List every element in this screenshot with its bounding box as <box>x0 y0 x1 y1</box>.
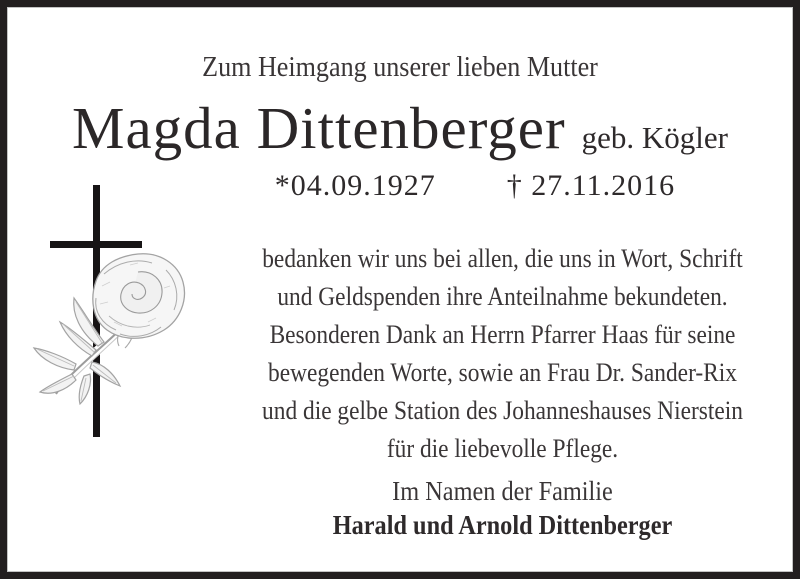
signature-block <box>241 474 764 542</box>
name-row <box>7 95 793 161</box>
rose-icon <box>26 252 196 412</box>
maiden-name: geb. Kögler <box>581 120 728 155</box>
condolence-text <box>241 240 764 468</box>
closing-line: Im Namen der Familie <box>392 476 613 506</box>
family-signature: Harald und Arnold Dittenberger <box>332 510 673 540</box>
body-line: bewegenden Worte, sowie an Frau Dr. Sander-Rix <box>267 358 737 387</box>
deceased-name: Magda Dittenberger <box>71 95 566 161</box>
body-line: für die liebevolle Pflege. <box>386 434 619 463</box>
body-line: bedanken wir uns bei allen, die uns in Wort, Schrift <box>262 244 743 273</box>
death-date: † 27.11.2016 <box>506 169 676 202</box>
dates-row <box>82 169 800 202</box>
body-line: und die gelbe Station des Johanneshauses Nierstein <box>262 396 743 425</box>
birth-date: *04.09.1927 <box>274 169 436 202</box>
cross-icon <box>50 241 142 248</box>
intro-line: Zum Heimgang unserer lieben Mutter <box>202 51 598 83</box>
body-line: Besonderen Dank an Herrn Pfarrer Haas für seine <box>269 320 736 349</box>
body-line: und Geldspenden ihre Anteilnahme bekundeten. <box>277 282 728 311</box>
